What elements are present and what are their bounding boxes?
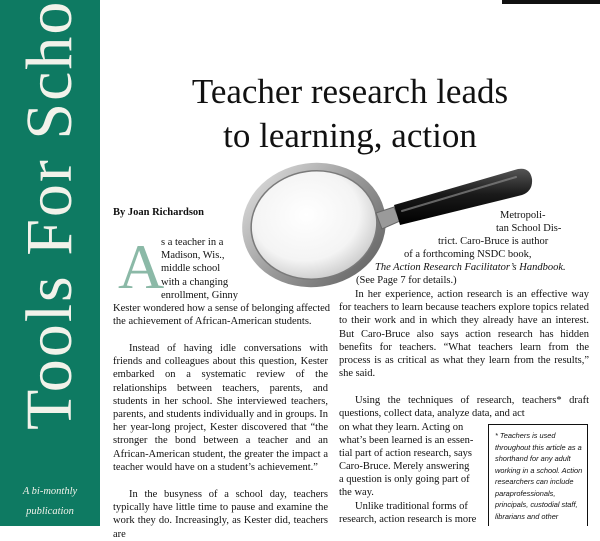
right-paragraph-2 [339, 288, 589, 380]
right-top-line: trict. Caro-Bruce is author [438, 236, 549, 247]
right-narrow-line: a question is only going part of [339, 474, 470, 485]
right-top-line: (See Page 7 for details.) [356, 275, 457, 286]
footnote-text: * Teachers is used throughout this article as a shorthand for any adult working in a school. Action researchers can include paraprofessionals, principals, custodial staff, librarians and other [495, 431, 583, 521]
lead-rest-text: Kester wondered how a sense of belonging affected the achievement of African-American students. [113, 303, 331, 328]
paragraph-3 [113, 488, 328, 541]
masthead-title: Tools For Scho [13, 0, 86, 430]
right-narrow-line: research, action research is more [339, 514, 477, 525]
headline-line-2: to learning, action [223, 116, 477, 155]
right-narrow-line: Unlike traditional forms of [355, 501, 468, 512]
top-strip [100, 0, 600, 8]
lead-line: with a changing [161, 277, 229, 288]
right-narrow-line: tial part of action research, says [339, 448, 472, 459]
paragraph-3-text: In the busyness of a school day, teachers typically have little time to pause and examine the work they do. Increasingly, as Kester did, teachers are [113, 489, 328, 540]
paragraph-2 [113, 342, 328, 474]
right-narrow-line: Caro-Bruce. Merely answering [339, 461, 470, 472]
byline: By Joan Richardson [113, 207, 205, 218]
lead-line: enrollment, Ginny [161, 290, 238, 301]
lead-line: middle school [161, 263, 221, 274]
right-paragraph-3-text: Using the techniques of research, teachers* draft questions, collect data, analyze data, and act [339, 395, 589, 420]
footnote-box [488, 424, 588, 526]
drop-cap: A [118, 231, 165, 302]
top-rule [502, 0, 600, 4]
right-narrow-line: what’s been learned is an essen- [339, 435, 474, 446]
right-paragraph-3 [339, 394, 589, 420]
right-paragraph-2-text: In her experience, action research is an effective way for teachers to learn because teachers explore topics related to their work and in which they already have an interest. But Caro-Bruce also says action research has hidden benefits for teachers. “What teachers learn from the process is as critical as what they learn from the results,” she said. [339, 289, 589, 380]
right-top-line: tan School Dis- [496, 223, 562, 234]
right-narrow-line: the way. [339, 487, 374, 498]
right-top-line: of a forthcoming NSDC book, [404, 249, 532, 260]
right-top-line: The Action Research Facilitator’s Handbook. [375, 262, 566, 273]
lead-rest [113, 302, 333, 328]
right-top-line: Metropoli- [500, 210, 546, 221]
sidebar-band [0, 0, 100, 526]
publication-line-2: publication [26, 506, 74, 517]
lead-line: Madison, Wis., [161, 250, 225, 261]
paragraph-2-text: Instead of having idle conversations with friends and colleagues about this question, Kester embarked on a systematic review of the relationships between teachers, parents, and students in her school. She interviewed teachers, parents, and students individually and in groups. In her year-long project, Kester discovered that “the stronger the bond between a teacher and an African-American student, the greater the impact a teacher would have on a student’s achievement.” [113, 343, 328, 473]
right-narrow-line: on what they learn. Acting on [339, 422, 464, 433]
publication-line-1: A bi-monthly [22, 486, 78, 497]
headline-line-1: Teacher research leads [191, 72, 509, 111]
lead-line: s a teacher in a [161, 237, 224, 248]
